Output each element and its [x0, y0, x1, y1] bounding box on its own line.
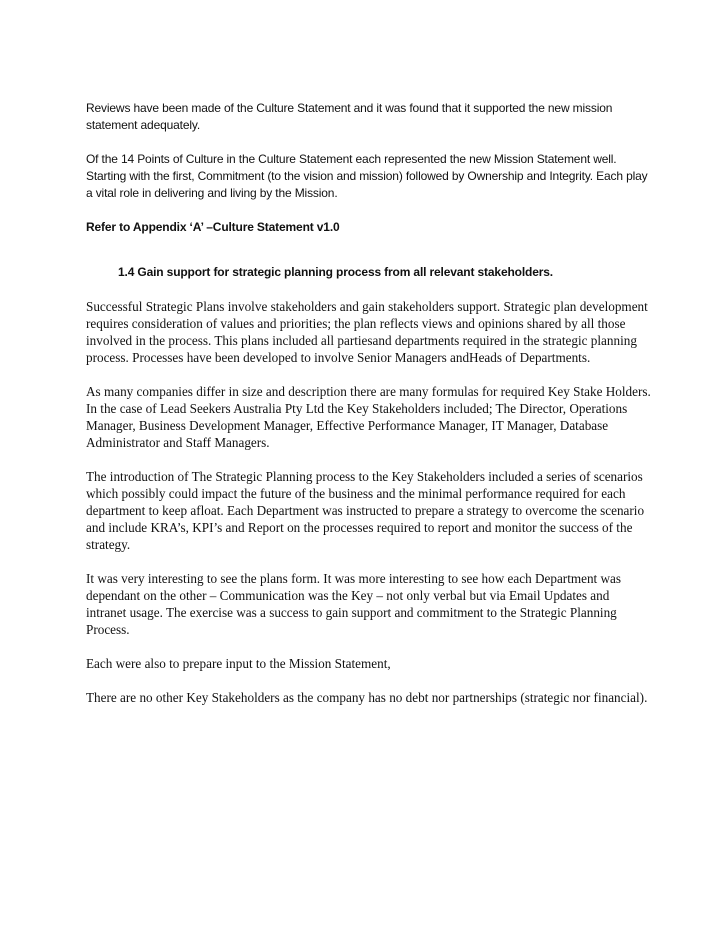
section-heading: 1.4 Gain support for strategic planning process from all relevant stakeholders.	[118, 265, 553, 279]
paragraph-introduction: The introduction of The Strategic Planning process to the Key Stakeholders included a series of scenarios which possibly could impact the future of the business and the minimal performance required for each department to keep afloat. Each Department was instructed to prepare a strategy to overcome the scenario and include KRA’s, KPI’s and Report on the processes required to report and monitor the success of the strategy.	[86, 469, 645, 552]
paragraph-mission-input: Each were also to prepare input to the Mission Statement,	[86, 656, 391, 671]
paragraph-no-other-stakeholders: There are no other Key Stakeholders as the company has no debt nor partnerships (strategic nor financial).	[86, 690, 648, 705]
appendix-reference: Refer to Appendix ‘A’ –Culture Statement v1.0	[86, 220, 340, 234]
paragraph-points-of-culture: Of the 14 Points of Culture in the Culture Statement each represented the new Mission Statement well. Starting with the first, Commitment (to the vision and mission) followed by Ownership and Integrity. Each play a vital role in delivering and living by the Mission.	[86, 152, 648, 200]
paragraph-successful-plans: Successful Strategic Plans involve stakeholders and gain stakeholders support. Strategic plan development requires consideration of values and priorities; the plan reflects views and opinions shared by all those involved in the process. This plans included all partiesand departments required in the strategic planning process. Processes have been developed to involve Senior Managers andHeads of Departments.	[86, 299, 648, 365]
paragraph-plans-form: It was very interesting to see the plans form. It was more interesting to see how each Department was dependant on the other – Communication was the Key – not only verbal but via Email Updates and intranet usage. The exercise was a success to gain support and commitment to the Strategic Planning Process.	[86, 571, 622, 637]
paragraph-culture-review: Reviews have been made of the Culture Statement and it was found that it supported the new mission statement adequately.	[86, 101, 613, 132]
document-page	[86, 100, 652, 706]
paragraph-key-stakeholders: As many companies differ in size and description there are many formulas for required Key Stake Holders. In the case of Lead Seekers Australia Pty Ltd the Key Stakeholders included; The Director, Operations Manager, Business Development Manager, Effective Performance Manager, IT Manager, Database Administrator and Staff Managers.	[86, 384, 651, 450]
